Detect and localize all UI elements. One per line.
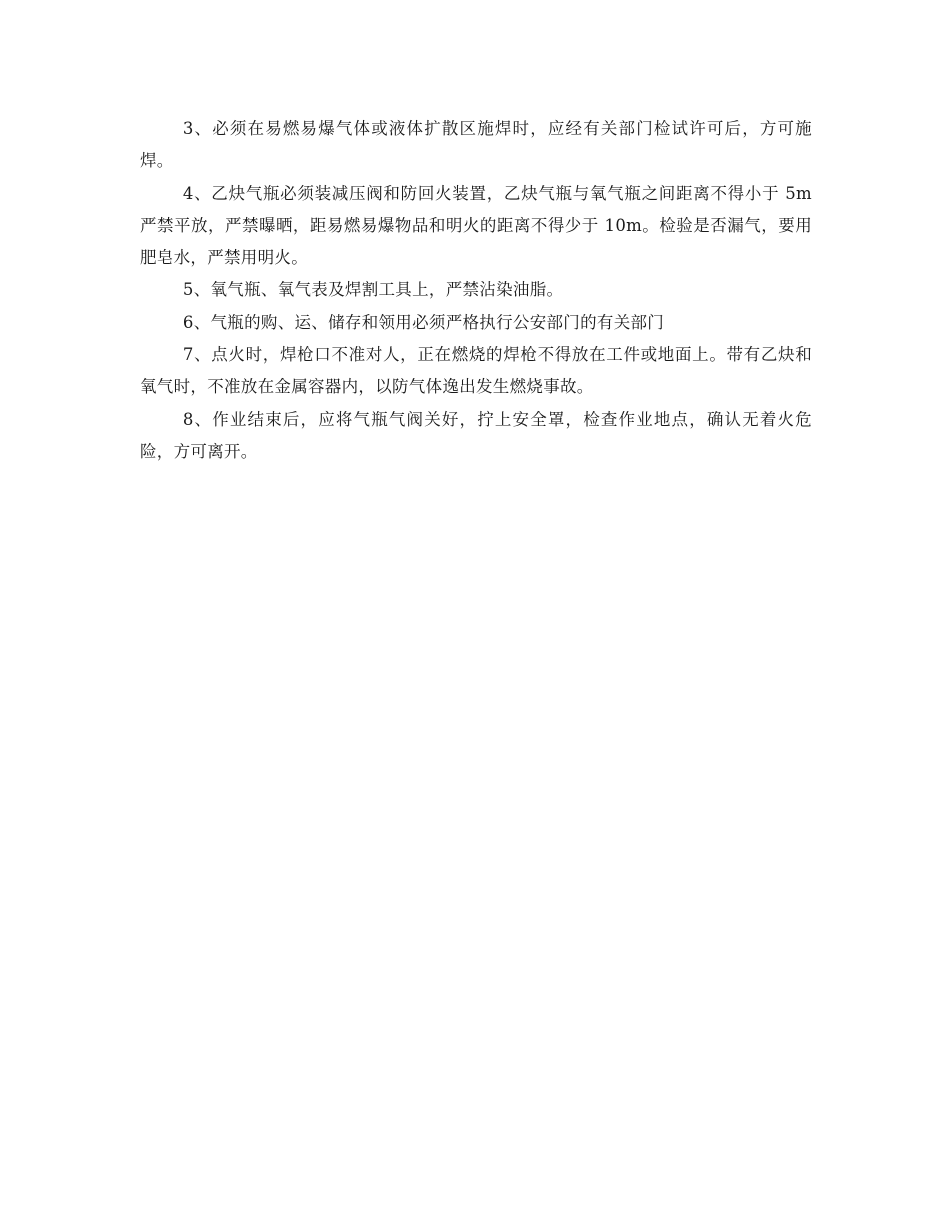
paragraph-item-6: 6、气瓶的购、运、储存和领用必须严格执行公安部门的有关部门 [182,312,665,332]
paragraph-item-5: 5、氧气瓶、氧气表及焊割工具上，严禁沾染油脂。 [182,280,564,300]
document-body [140,113,812,468]
paragraph-item-3: 3、必须在易燃易爆气体或液体扩散区施焊时，应经有关部门检试许可后，方可施焊。 [140,119,812,171]
paragraph-item-7: 7、点火时，焊枪口不准对人，正在燃烧的焊枪不得放在工件或地面上。带有乙炔和氧气时，不准放在金属容器内，以防气体逸出发生燃烧事故。 [140,345,812,397]
paragraph-item-4: 4、乙炔气瓶必须装减压阀和防回火装置，乙炔气瓶与氧气瓶之间距离不得小于 5m 严禁平放，严禁曝晒，距易燃易爆物品和明火的距离不得少于 10m。检验是否漏气，要用肥皂水，严禁用明火。 [140,183,812,268]
paragraph-item-8: 8、作业结束后，应将气瓶气阀关好，拧上安全罩，检查作业地点，确认无着火危险，方可离开。 [140,409,812,461]
